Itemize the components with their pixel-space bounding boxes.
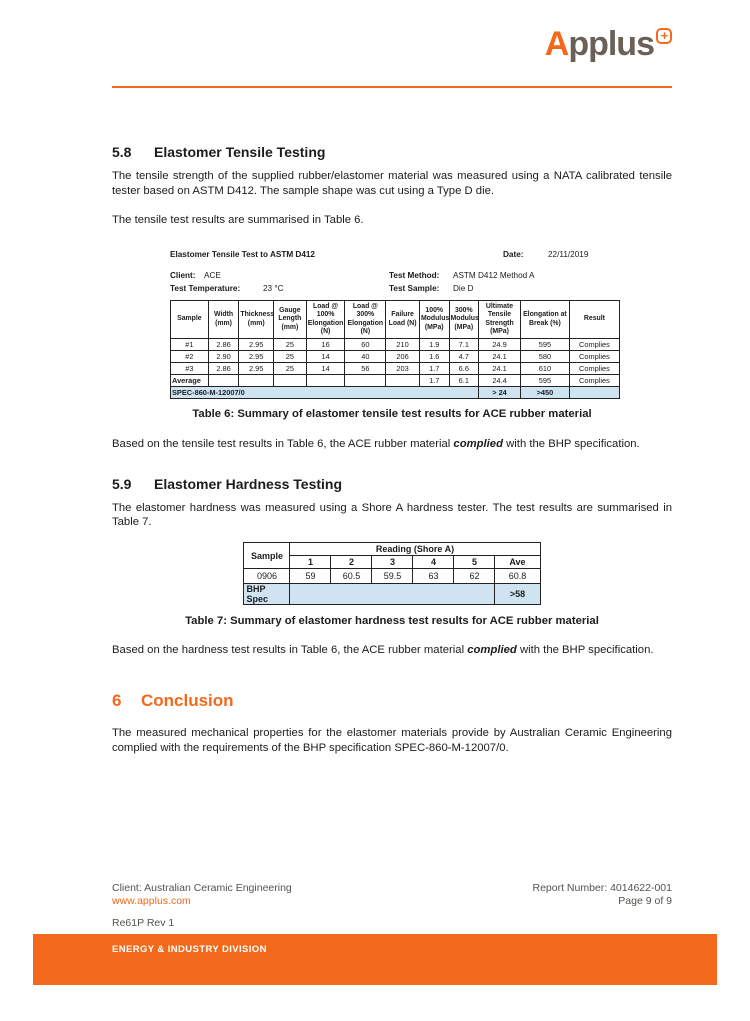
table-cell: 2.90 bbox=[208, 351, 239, 363]
table-cell: Complies bbox=[569, 375, 619, 387]
footer-website-link[interactable]: www.applus.com bbox=[112, 895, 191, 907]
logo-letter-a: A bbox=[544, 25, 569, 63]
table-cell: 595 bbox=[520, 375, 569, 387]
table-cell: #3 bbox=[171, 363, 209, 375]
header-cell: Load @ 100% Elongation (N) bbox=[306, 301, 345, 339]
meta-date-value: 22/11/2019 bbox=[548, 250, 589, 260]
table-cell bbox=[386, 375, 420, 387]
header-cell: 300% Modulus (MPa) bbox=[449, 301, 479, 339]
footer-client: Client: Australian Ceramic Engineering bbox=[112, 882, 292, 894]
table-cell: 206 bbox=[386, 351, 420, 363]
table-cell bbox=[239, 375, 274, 387]
table-cell: 24.4 bbox=[479, 375, 521, 387]
meta-client-value: ACE bbox=[204, 271, 221, 281]
table-cell: 6.6 bbox=[449, 363, 479, 375]
header-cell: Ave bbox=[495, 556, 540, 569]
table-cell: 203 bbox=[386, 363, 420, 375]
spec-empty-cell bbox=[290, 584, 495, 605]
table-cell: 16 bbox=[306, 339, 345, 351]
division-banner-text: ENERGY & INDUSTRY DIVISION bbox=[112, 944, 267, 955]
section-heading-5-9 bbox=[112, 476, 672, 492]
text-run: with the BHP specification. bbox=[503, 438, 640, 451]
section-heading-6-conclusion bbox=[112, 691, 672, 711]
table-cell: 24.1 bbox=[479, 351, 521, 363]
header-cell: Reading (Shore A) bbox=[290, 543, 540, 556]
table-spec-row bbox=[244, 584, 540, 605]
table-cell: 1.9 bbox=[419, 339, 449, 351]
table-cell: 2.95 bbox=[239, 363, 274, 375]
emphasis-complied: complied bbox=[453, 438, 503, 451]
table-cell: 610 bbox=[520, 363, 569, 375]
table-cell: 4.7 bbox=[449, 351, 479, 363]
spec-label-cell: SPEC-860-M-12007/0 bbox=[171, 387, 479, 399]
footer-revision: Re61P Rev 1 bbox=[112, 917, 175, 929]
table-cell: 59 bbox=[290, 569, 331, 584]
table-cell: 60.5 bbox=[331, 569, 372, 584]
header-cell: Thickness (mm) bbox=[239, 301, 274, 339]
spec-result-cell bbox=[569, 387, 619, 399]
section-title: Elastomer Hardness Testing bbox=[154, 475, 343, 492]
table-header-row bbox=[171, 301, 620, 339]
table-cell: Average bbox=[171, 375, 209, 387]
table-cell: #1 bbox=[171, 339, 209, 351]
emphasis-complied: complied bbox=[467, 644, 517, 657]
table-cell: 2.95 bbox=[239, 351, 274, 363]
table-cell: 7.1 bbox=[449, 339, 479, 351]
section-number: 6 bbox=[112, 690, 122, 710]
division-banner bbox=[33, 934, 717, 985]
header-cell: Width (mm) bbox=[208, 301, 239, 339]
table-cell: 14 bbox=[306, 351, 345, 363]
meta-client-label: Client: bbox=[170, 271, 196, 281]
table-row bbox=[171, 363, 620, 375]
section-title: Elastomer Tensile Testing bbox=[154, 144, 326, 160]
tensile-results-table bbox=[170, 300, 620, 399]
table-average-row bbox=[171, 375, 620, 387]
header-cell: Result bbox=[569, 301, 619, 339]
meta-method-value: ASTM D412 Method A bbox=[453, 271, 535, 281]
header-cell: 100% Modulus (MPa) bbox=[419, 301, 449, 339]
table-cell: 63 bbox=[413, 569, 454, 584]
table-cell: 25 bbox=[274, 351, 307, 363]
meta-method-label: Test Method: bbox=[389, 271, 440, 281]
table-row bbox=[244, 569, 540, 584]
table-cell: Complies bbox=[569, 351, 619, 363]
table-cell: 62 bbox=[454, 569, 495, 584]
header-cell: 3 bbox=[372, 556, 413, 569]
spec-ave-cell: >58 bbox=[495, 584, 540, 605]
table-cell: 59.5 bbox=[372, 569, 413, 584]
table-cell: 6.1 bbox=[449, 375, 479, 387]
table-cell: Complies bbox=[569, 339, 619, 351]
plus-badge-icon: + bbox=[656, 28, 672, 44]
meta-test-title: Elastomer Tensile Test to ASTM D412 bbox=[170, 250, 315, 260]
table-cell: 1.7 bbox=[419, 375, 449, 387]
hardness-results-table bbox=[243, 542, 540, 605]
header-cell: Gauge Length (mm) bbox=[274, 301, 307, 339]
header-cell: Sample bbox=[171, 301, 209, 339]
section-number: 5.8 bbox=[112, 144, 132, 160]
header-cell: 1 bbox=[290, 556, 331, 569]
section-title: Conclusion bbox=[141, 690, 234, 710]
logo-text-rest: pplus bbox=[568, 25, 654, 63]
table-cell: Complies bbox=[569, 363, 619, 375]
table-cell: #2 bbox=[171, 351, 209, 363]
paragraph-tensile-conclusion bbox=[112, 437, 672, 452]
text-run: Based on the hardness test results in Table 6, the ACE rubber material bbox=[112, 644, 468, 657]
header-cell: Failure Load (N) bbox=[386, 301, 420, 339]
text-run: Based on the tensile test results in Table 6, the ACE rubber material bbox=[112, 438, 454, 451]
header-cell: 4 bbox=[413, 556, 454, 569]
header-cell: Load @ 300% Elongation (N) bbox=[345, 301, 386, 339]
text-run: with the BHP specification. bbox=[516, 644, 654, 657]
header-cell: Ultimate Tensile Strength (MPa) bbox=[479, 301, 521, 339]
section-number: 5.9 bbox=[112, 475, 132, 492]
table-cell: 210 bbox=[386, 339, 420, 351]
paragraph-tensile-summary-ref: The tensile test results are summarised in Table 6. bbox=[112, 214, 364, 227]
spec-label-cell: BHP Spec bbox=[244, 584, 290, 605]
spec-uts-cell: > 24 bbox=[479, 387, 521, 399]
table-cell: 25 bbox=[274, 363, 307, 375]
table-cell: 1.7 bbox=[419, 363, 449, 375]
meta-sample-label: Test Sample: bbox=[389, 284, 440, 294]
paragraph-hardness-intro: The elastomer hardness was measured using a Shore A hardness tester. The test results are summarised in Table 7. bbox=[112, 501, 672, 529]
table-cell: 24.1 bbox=[479, 363, 521, 375]
table-cell: 60 bbox=[345, 339, 386, 351]
table-cell bbox=[345, 375, 386, 387]
table-cell: 1.6 bbox=[419, 351, 449, 363]
tensile-test-metadata bbox=[170, 250, 620, 297]
table-cell: 40 bbox=[345, 351, 386, 363]
table7-caption: Table 7: Summary of elastomer hardness test results for ACE rubber material bbox=[185, 615, 599, 628]
table-cell: 580 bbox=[520, 351, 569, 363]
table-header-row bbox=[244, 543, 540, 556]
table-cell: 595 bbox=[520, 339, 569, 351]
footer-page-number: Page 9 of 9 bbox=[618, 895, 672, 907]
table-row bbox=[171, 351, 620, 363]
paragraph-hardness-conclusion bbox=[112, 643, 672, 658]
table-cell: 25 bbox=[274, 339, 307, 351]
table-cell: 14 bbox=[306, 363, 345, 375]
table-cell bbox=[306, 375, 345, 387]
table-cell: 56 bbox=[345, 363, 386, 375]
meta-sample-value: Die D bbox=[453, 284, 474, 294]
table-cell: 24.9 bbox=[479, 339, 521, 351]
meta-temp-value: 23 °C bbox=[263, 284, 284, 294]
table-cell: 2.86 bbox=[208, 339, 239, 351]
page-footer bbox=[112, 882, 672, 930]
footer-report-number: Report Number: 4014622-001 bbox=[532, 882, 672, 894]
header-cell: 2 bbox=[331, 556, 372, 569]
table-cell: 2.86 bbox=[208, 363, 239, 375]
paragraph-final-conclusion: The measured mechanical properties for the elastomer materials provide by Australian Ceramic Engineering complied with the requirements of the BHP specification SPEC-860-M-12007/0. bbox=[112, 726, 672, 754]
spec-elongation-cell: >450 bbox=[520, 387, 569, 399]
table-cell bbox=[274, 375, 307, 387]
paragraph-tensile-intro: The tensile strength of the supplied rubber/elastomer material was measured using a NATA calibrated tensile tester based on ASTM D412. The sample shape was cut using a Type D die. bbox=[112, 170, 672, 197]
header-cell: 5 bbox=[454, 556, 495, 569]
table-cell: 60.8 bbox=[495, 569, 540, 584]
meta-date-label: Date: bbox=[503, 250, 524, 260]
header-cell: Elongation at Break (%) bbox=[520, 301, 569, 339]
table-cell bbox=[208, 375, 239, 387]
meta-temp-label: Test Temperature: bbox=[170, 284, 241, 294]
table-row bbox=[171, 339, 620, 351]
applus-logo bbox=[545, 27, 672, 61]
table-cell: 0906 bbox=[244, 569, 290, 584]
header-cell: Sample bbox=[244, 543, 290, 569]
table-cell: 2.95 bbox=[239, 339, 274, 351]
page-header bbox=[112, 0, 672, 79]
table-spec-row bbox=[171, 387, 620, 399]
header-divider-rule bbox=[112, 86, 672, 88]
section-heading-5-8 bbox=[112, 144, 672, 160]
table6-caption: Table 6: Summary of elastomer tensile test results for ACE rubber material bbox=[192, 408, 592, 421]
